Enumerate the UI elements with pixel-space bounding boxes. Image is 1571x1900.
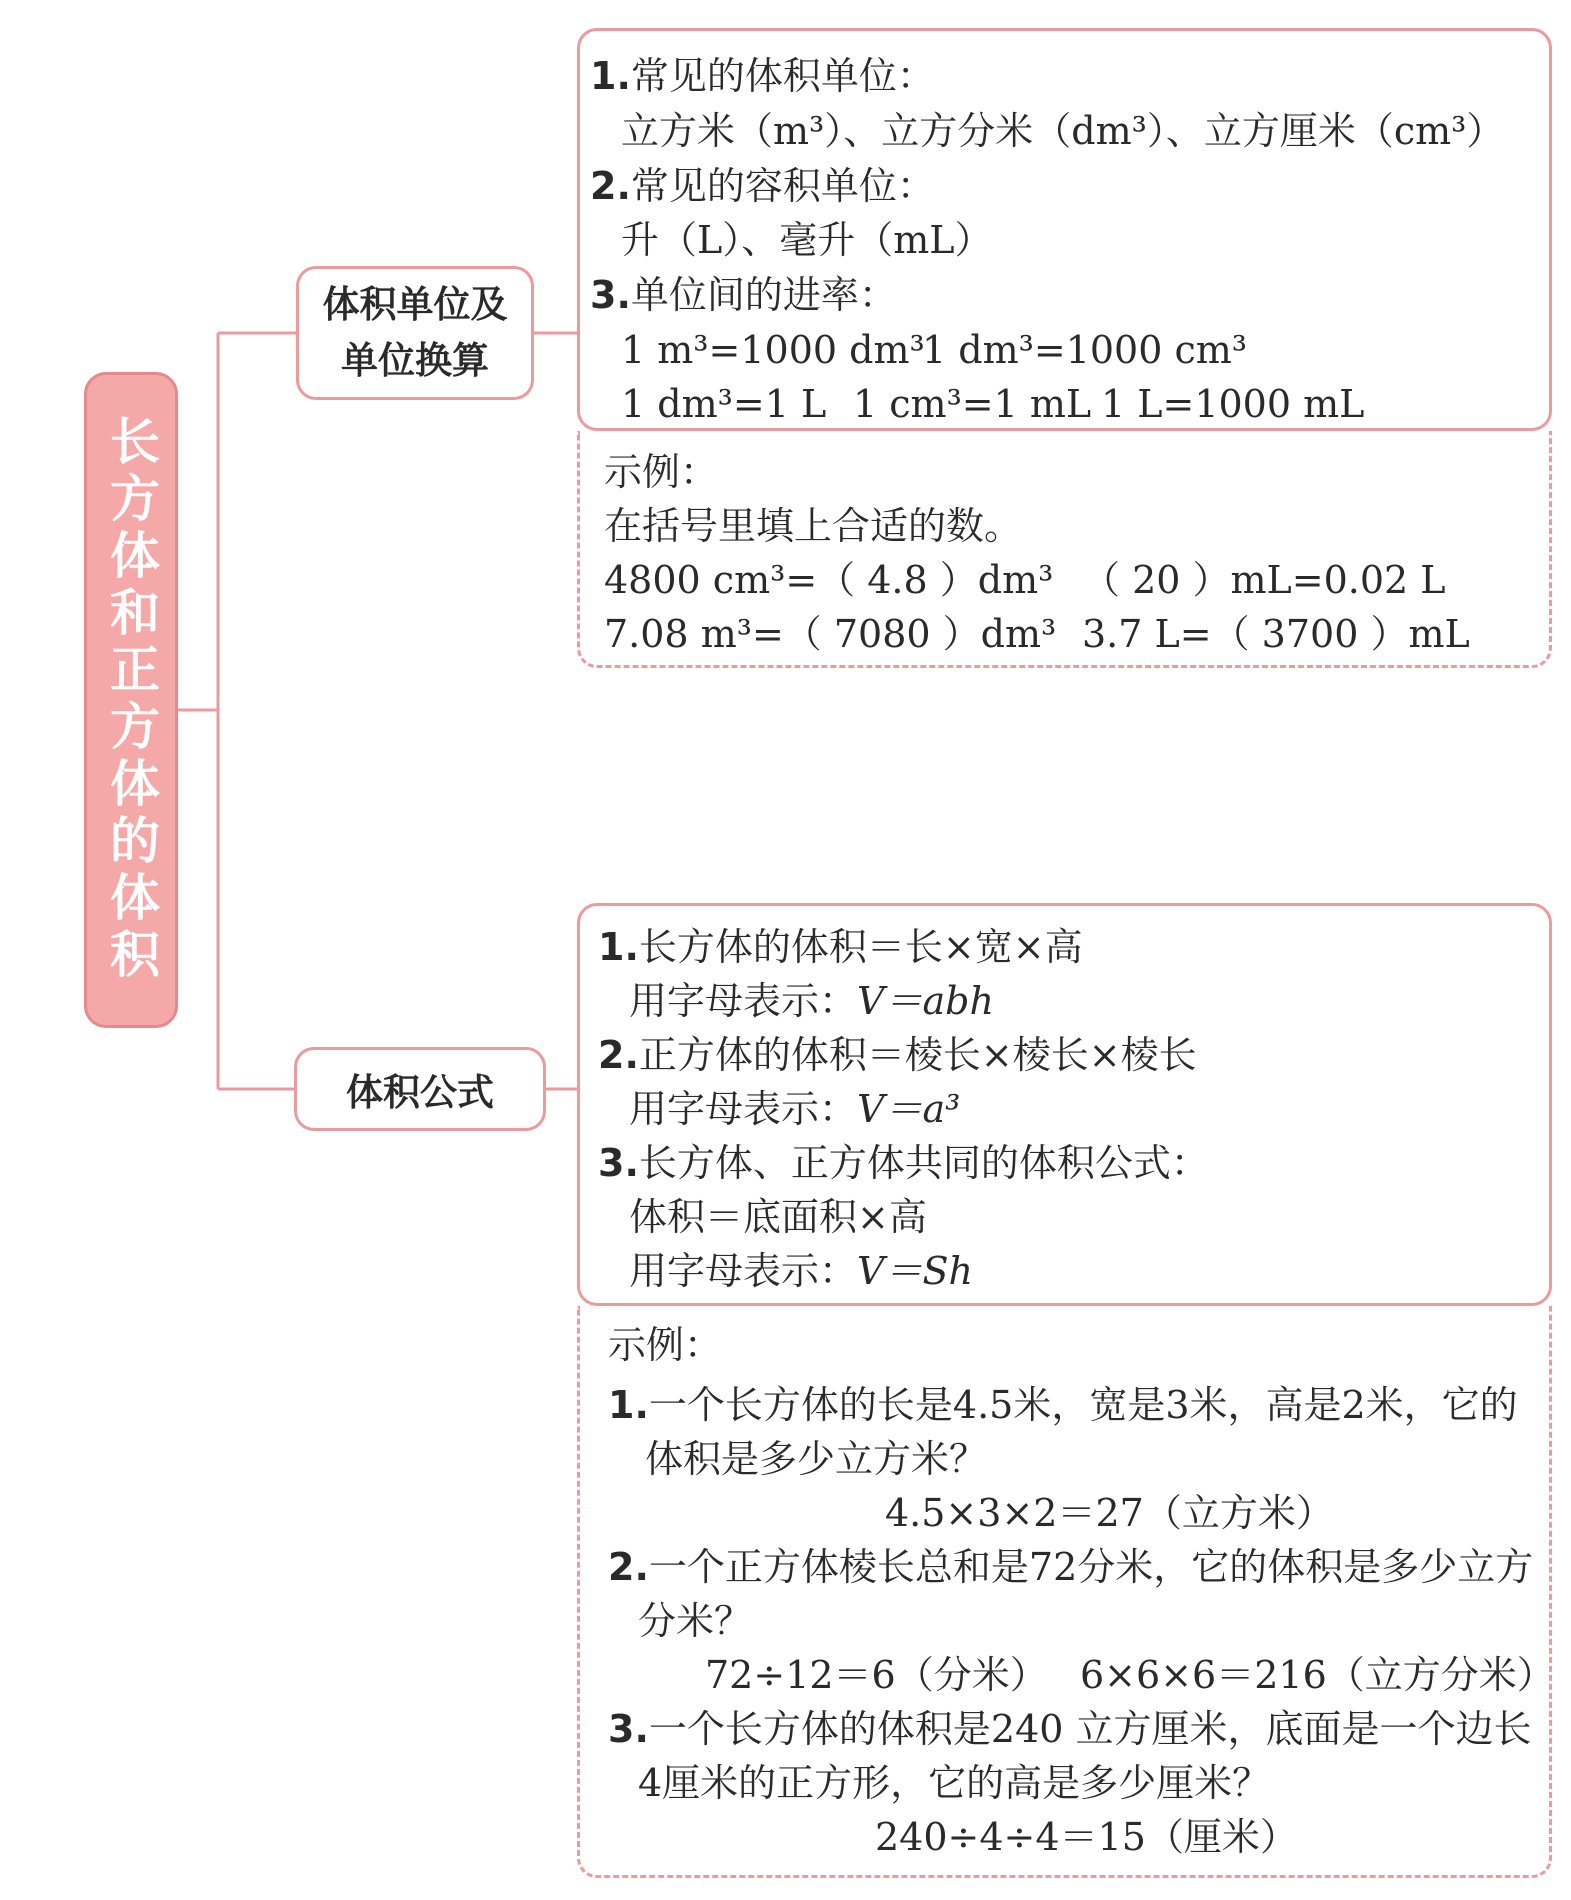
- units-item-1-title: 1.常见的体积单位：: [590, 54, 935, 98]
- root-title: 长方体和正方体的体积: [102, 415, 160, 985]
- units-example-label: 示例：: [604, 450, 719, 494]
- units-example-q4: 3.7 L=（ 3700 ）mL: [1082, 612, 1470, 656]
- formula-item-2-letters: 用字母表示：V＝a³: [629, 1087, 961, 1131]
- node-volume-units-label: 体积单位及单位换算: [322, 283, 508, 382]
- units-item-1-line: 立方米（m³）、立方分米（dm³）、立方厘米（cm³）: [621, 109, 1505, 153]
- units-item-2-title: 2.常见的容积单位：: [590, 164, 935, 208]
- node-volume-units: [296, 266, 534, 400]
- units-example-q3: 7.08 m³=（ 7080 ）dm³: [604, 612, 1057, 656]
- rate-dm3-cm3: 1 dm³=1000 cm³: [922, 328, 1248, 372]
- units-box: [577, 28, 1552, 431]
- units-item-2-line: 升（L）、毫升（mL）: [621, 218, 993, 262]
- node-volume-formulas-label: 体积公式: [346, 1071, 494, 1114]
- rate-m3-dm3: 1 m³=1000 dm³: [621, 328, 925, 372]
- formula-item-3-title: 3.长方体、正方体共同的体积公式：: [598, 1141, 1209, 1185]
- units-item-3-title: 3.单位间的进率：: [590, 273, 897, 317]
- problem-1-line-1: 1.一个长方体的长是4.5米，宽是3米，高是2米，它的: [608, 1383, 1518, 1427]
- formulas-example-label: 示例：: [608, 1323, 723, 1367]
- units-example-q2: （ 20 ）mL=0.02 L: [1082, 558, 1446, 602]
- root-node: [84, 372, 178, 1028]
- problem-2-line-1: 2.一个正方体棱长总和是72分米，它的体积是多少立方: [608, 1545, 1534, 1589]
- formulas-box: [577, 903, 1552, 1306]
- units-example-q1: 4800 cm³=（ 4.8 ）dm³: [604, 558, 1054, 602]
- node-volume-formulas: [294, 1047, 546, 1131]
- rate-cm3-ml: 1 cm³=1 mL: [853, 382, 1092, 426]
- problem-2-answer-1: 72÷12＝6（分米）: [705, 1653, 1048, 1697]
- formula-item-1-letters: 用字母表示：V＝abh: [629, 979, 994, 1023]
- problem-2-line-2: 分米？: [638, 1599, 753, 1643]
- formula-item-2-title: 2.正方体的体积＝棱长×棱长×棱长: [598, 1033, 1197, 1077]
- formula-item-3-sub: 体积＝底面积×高: [629, 1195, 927, 1239]
- problem-1-answer: 4.5×3×2＝27（立方米）: [885, 1491, 1334, 1535]
- formula-item-1-title: 1.长方体的体积＝长×宽×高: [598, 925, 1083, 969]
- rate-dm3-l: 1 dm³=1 L: [621, 382, 827, 426]
- problem-3-line-1: 3.一个长方体的体积是240 立方厘米，底面是一个边长: [608, 1707, 1532, 1751]
- formulas-example-box: [577, 1306, 1555, 1878]
- units-example-prompt: 在括号里填上合适的数。: [604, 504, 1023, 548]
- problem-2-answer-2: 6×6×6＝216（立方分米）: [1080, 1653, 1555, 1697]
- problem-1-line-2: 体积是多少立方米？: [645, 1437, 988, 1481]
- formula-item-3-letters: 用字母表示：V＝Sh: [629, 1249, 973, 1293]
- problem-3-answer: 240÷4÷4＝15（厘米）: [875, 1815, 1298, 1859]
- units-example-box: [577, 431, 1552, 668]
- rate-l-ml: 1 L=1000 mL: [1101, 382, 1365, 426]
- problem-3-line-2: 4厘米的正方形，它的高是多少厘米？: [638, 1761, 1271, 1805]
